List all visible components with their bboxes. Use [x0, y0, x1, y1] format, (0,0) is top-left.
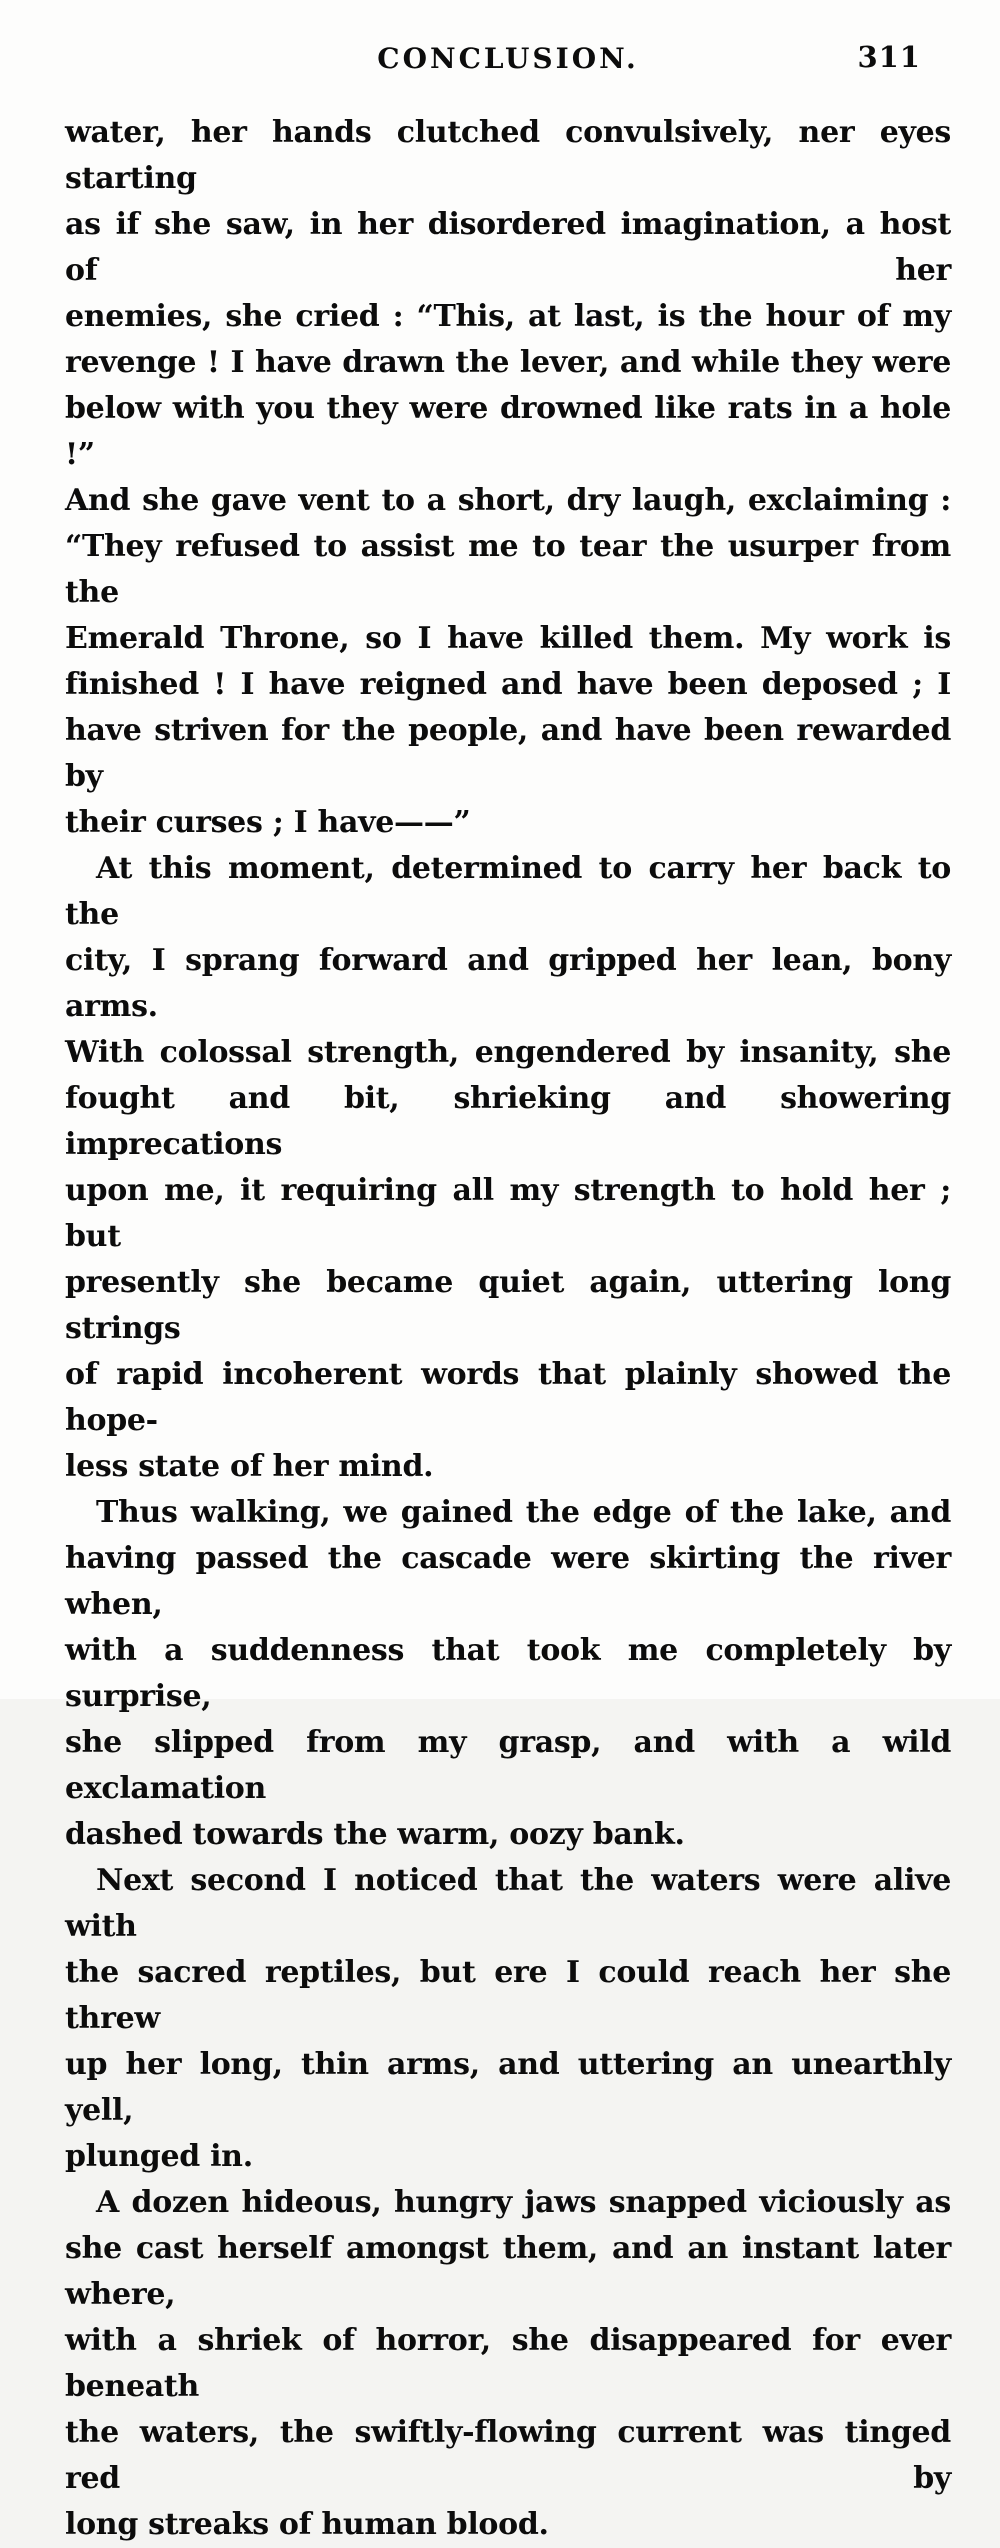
text-line: Emerald Throne, so I have killed them. My work is — [65, 621, 951, 656]
text-line: of rapid incoherent words that plainly showed the hope- — [65, 1357, 951, 1438]
text-line: presently she became quiet again, uttering long strings — [65, 1265, 951, 1346]
text-line: city, I sprang forward and gripped her lean, bony arms. — [65, 943, 951, 1024]
text-line: plunged in. — [65, 2139, 253, 2174]
text-line: their curses ; I have——” — [65, 805, 471, 840]
text-line: dashed towards the warm, oozy bank. — [65, 1817, 685, 1852]
text-line: upon me, it requiring all my strength to hold her ; but — [65, 1173, 951, 1254]
page-number: 311 — [857, 40, 921, 74]
text-line: less state of her mind. — [65, 1449, 434, 1484]
text-line: with a suddenness that took me completely by surprise, — [65, 1633, 951, 1714]
text-line: revenge ! I have drawn the lever, and while they were — [65, 345, 951, 380]
text-line: With colossal strength, engendered by insanity, she — [65, 1035, 951, 1070]
text-line: long streaks of human blood. — [65, 2507, 549, 2542]
text-line: fought and bit, shrieking and showering imprecations — [65, 1081, 951, 1162]
text-line: below with you they were drowned like rats in a hole !” — [65, 391, 951, 472]
text-line: enemies, she cried : “This, at last, is the hour of my — [65, 299, 951, 334]
text-line: she slipped from my grasp, and with a wild exclamation — [65, 1725, 951, 1806]
chapter-title: CONCLUSION. — [377, 42, 639, 75]
text-line: as if she saw, in her disordered imagination, a host of her — [65, 207, 951, 288]
text-line: have striven for the people, and have been rewarded by — [65, 713, 951, 794]
page-header — [65, 0, 951, 82]
text-line: up her long, thin arms, and uttering an unearthly yell, — [65, 2047, 951, 2128]
text-line: “They refused to assist me to tear the usurper from the — [65, 529, 951, 610]
text-line: water, her hands clutched convulsively, ner eyes starting — [65, 115, 951, 196]
text-line: the waters, the swiftly-flowing current was tinged red by — [65, 2415, 951, 2496]
text-line: And she gave vent to a short, dry laugh, exclaiming : — [65, 483, 951, 518]
text-line: Next second I noticed that the waters were alive with — [65, 1863, 951, 1944]
text-line: finished ! I have reigned and have been deposed ; I — [65, 667, 951, 702]
text-line: At this moment, determined to carry her back to the — [65, 851, 951, 932]
page-body — [65, 110, 951, 2548]
text-line: having passed the cascade were skirting the river when, — [65, 1541, 951, 1622]
text-line: with a shriek of horror, she disappeared for ever beneath — [65, 2323, 951, 2404]
text-line: A dozen hideous, hungry jaws snapped viciously as — [96, 2185, 951, 2220]
text-line: the sacred reptiles, but ere I could reach her she threw — [65, 1955, 951, 2036]
text-line: Thus walking, we gained the edge of the lake, and — [96, 1495, 951, 1530]
text-line: she cast herself amongst them, and an instant later where, — [65, 2231, 951, 2312]
